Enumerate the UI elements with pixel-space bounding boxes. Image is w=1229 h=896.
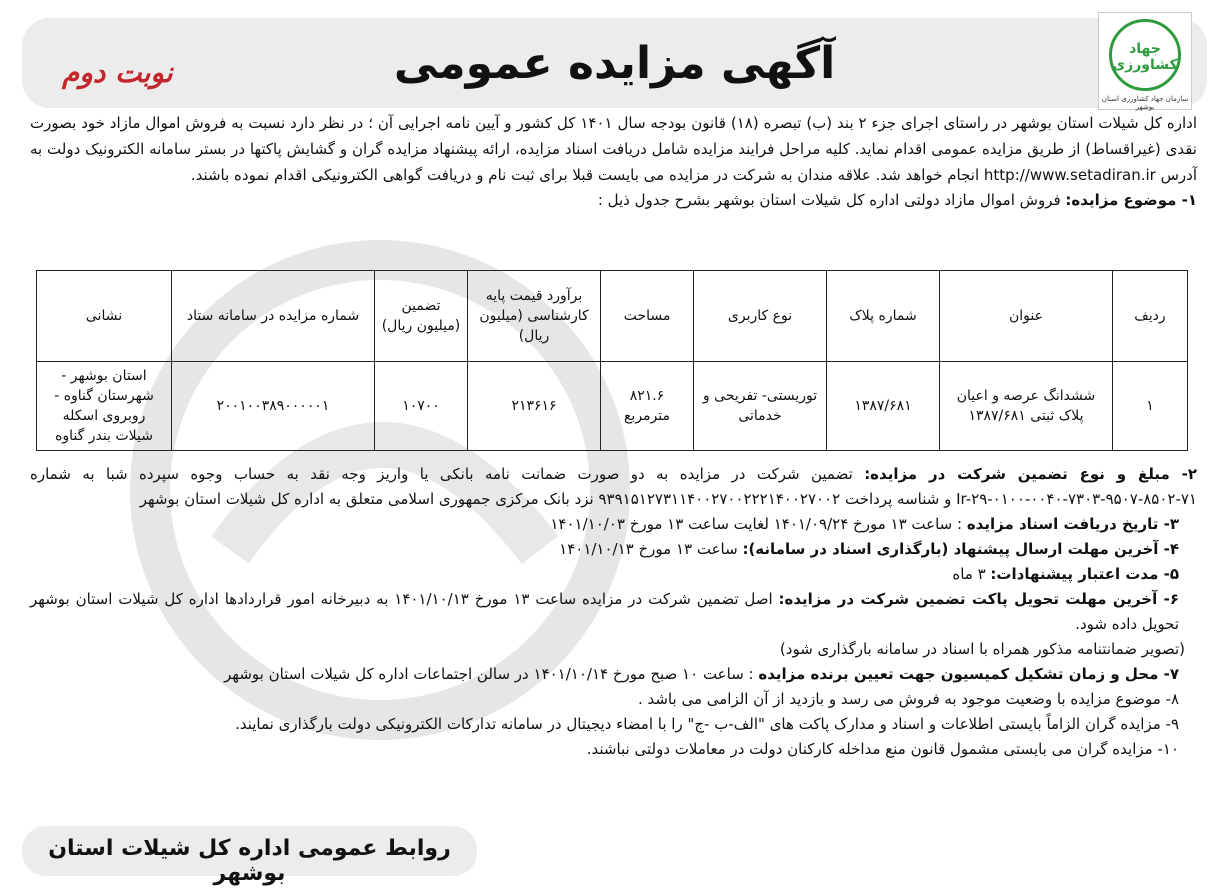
item-3 [30, 512, 1197, 537]
item-1 [30, 188, 1197, 213]
header-band [22, 18, 1207, 108]
auction-table [36, 270, 1188, 451]
item-3-text: : ساعت ۱۳ مورخ ۱۴۰۱/۰۹/۲۴ لغایت ساعت ۱۳ مورخ ۱۴۰۱/۱۰/۰۳ [550, 515, 967, 533]
item-5-text: ۳ ماه [952, 565, 991, 583]
item-6-label: ۶- آخرین مهلت تحویل پاکت تضمین شرکت در مزایده: [778, 590, 1179, 608]
item-2-label: ۲- مبلغ و نوع تضمین شرکت در مزایده: [864, 465, 1197, 483]
item-10: ۱۰- مزایده گران می بایستی مشمول قانون منع مداخله کارکنان دولت در معاملات دولتی نباشند. [586, 740, 1179, 758]
cell-address: استان بوشهر - شهرستان گناوه - روبروی اسکله شیلات بندر گناوه [37, 362, 172, 451]
col-title: عنوان [940, 271, 1113, 362]
cell-base-price: ۲۱۳۶۱۶ [468, 362, 601, 451]
logo-subtext: سازمان جهاد کشاورزی استان بوشهر [1101, 95, 1189, 111]
turn-label: نوبت دوم [62, 56, 173, 89]
cell-guarantee: ۱۰۷۰۰ [375, 362, 468, 451]
jahad-logo [1098, 12, 1192, 110]
item-9: ۹- مزایده گران الزاماً بایستی اطلاعات و اسناد و مدارک پاکت های "الف-ب -ج" را با امضاء دیجیتال در سامانه تدارکات الکترونیکی دولت بارگذاری نمایند. [235, 715, 1179, 733]
item-7 [30, 662, 1197, 687]
item-2 [30, 462, 1197, 512]
item-2-text: تضمین شرکت در مزایده به دو صورت ضمانت نامه بانکی یا واریز وجه نقد به حساب وجوه سپرده شبا به شماره Ir-۲۹-۰۱۰۰-۰۰۴۰-۷۳۰۳-۹۵۰۷-۸۵۰۲-۷۱ و شناسه پرداخت ۹۳۹۱۵۱۲۷۳۱۱۴۰۰۲۷۰۰۲۲۲۱۴۰۰۲۷۰۰۲ نزد بانک مرکزی جمهوری اسلامی متعلق به اداره کل شیلات استان بوشهر [30, 465, 1197, 508]
item-6-note: (تصویر ضمانتنامه مذکور همراه با اسناد در سامانه بارگذاری شود) [779, 640, 1185, 658]
item-6-text: اصل تضمین شرکت در مزایده ساعت ۱۳ مورخ ۱۴۰۱/۱۰/۱۳ به دبیرخانه امور قراردادها اداره کل شیلات استان بوشهر تحویل داده شود. [30, 590, 1179, 633]
item-1-text: فروش اموال مازاد دولتی اداره کل شیلات استان بوشهر بشرح جدول ذیل : [597, 191, 1066, 209]
col-base-price: برآورد قیمت پایه کارشناسی (میلیون ریال) [468, 271, 601, 362]
cell-auction-number: ۲۰۰۱۰۰۳۸۹۰۰۰۰۰۱ [172, 362, 375, 451]
cell-title: ششدانگ عرصه و اعیان پلاک ثبتی ۱۳۸۷/۶۸۱ [940, 362, 1113, 451]
page-title: آگهی مزایده عمومی [393, 38, 836, 89]
col-area: مساحت [601, 271, 694, 362]
item-1-label: ۱- موضوع مزایده: [1065, 191, 1197, 209]
item-4 [30, 537, 1197, 562]
item-7-text: : ساعت ۱۰ صبح مورخ ۱۴۰۱/۱۰/۱۴ در سالن اجتماعات اداره کل شیلات استان بوشهر [224, 665, 759, 683]
item-7-label: ۷- محل و زمان تشکیل کمیسیون جهت تعیین برنده مزایده [758, 665, 1179, 683]
item-6 [30, 587, 1197, 637]
intro-paragraph: اداره کل شیلات استان بوشهر در راستای اجرای جزء ۲ بند (ب) تبصره (۱۸) قانون بودجه سال ۱۴۰۱ کل کشور و آیین نامه اجرایی آن ؛ در نظر دارد نسبت به فروش اموال مازاد خود بصورت نقدی (غیراقساط) از طریق مزایده عمومی اقدام نماید. کلیه مراحل فرایند مزایده شامل دریافت اسناد مزایده، ارائه پیشنهاد مزایده گران و گشایش پاکتها در بستر سامانه الکترونیک دولت به آدرس http://www.setadiran.ir انجام خواهد شد. علاقه مندان به شرکت در مزایده می بایست قبلا برای ثبت نام و دریافت گواهی الکترونیکی اقدام نموده باشند. [30, 114, 1198, 184]
item-8: ۸- موضوع مزایده با وضعیت موجود به فروش می رسد و بازدید از آن الزامی می باشد . [637, 690, 1179, 708]
item-3-label: ۳- تاریخ دریافت اسناد مزایده [966, 515, 1179, 533]
cell-usage: توریستی- تفریحی و خدماتی [694, 362, 827, 451]
col-row-number: ردیف [1113, 271, 1188, 362]
cell-area: ۸۲۱.۶ مترمربع [601, 362, 694, 451]
col-auction-number: شماره مزایده در سامانه ستاد [172, 271, 375, 362]
item-4-label: ۴- آخرین مهلت ارسال پیشنهاد (بارگذاری اسناد در سامانه): [742, 540, 1179, 558]
ad-body [30, 110, 1197, 213]
item-4-text: ساعت ۱۳ مورخ ۱۴۰۱/۱۰/۱۳ [559, 540, 743, 558]
cell-row-number: ۱ [1113, 362, 1188, 451]
item-5-label: ۵- مدت اعتبار پیشنهادات: [990, 565, 1179, 583]
item-5 [30, 562, 1197, 587]
cell-plate: ۱۳۸۷/۶۸۱ [827, 362, 940, 451]
footer-band [22, 826, 477, 886]
ad-items [30, 462, 1197, 762]
col-address: نشانی [37, 271, 172, 362]
table-header-row [37, 271, 1188, 362]
table-row [37, 362, 1188, 451]
footer-text: روابط عمومی اداره کل شیلات استان بوشهر [48, 836, 451, 886]
col-plate: شماره پلاک [827, 271, 940, 362]
col-usage: نوع کاربری [694, 271, 827, 362]
logo-text: جهاد کشاورزی [1112, 41, 1178, 73]
col-guarantee: تضمین (میلیون ریال) [375, 271, 468, 362]
